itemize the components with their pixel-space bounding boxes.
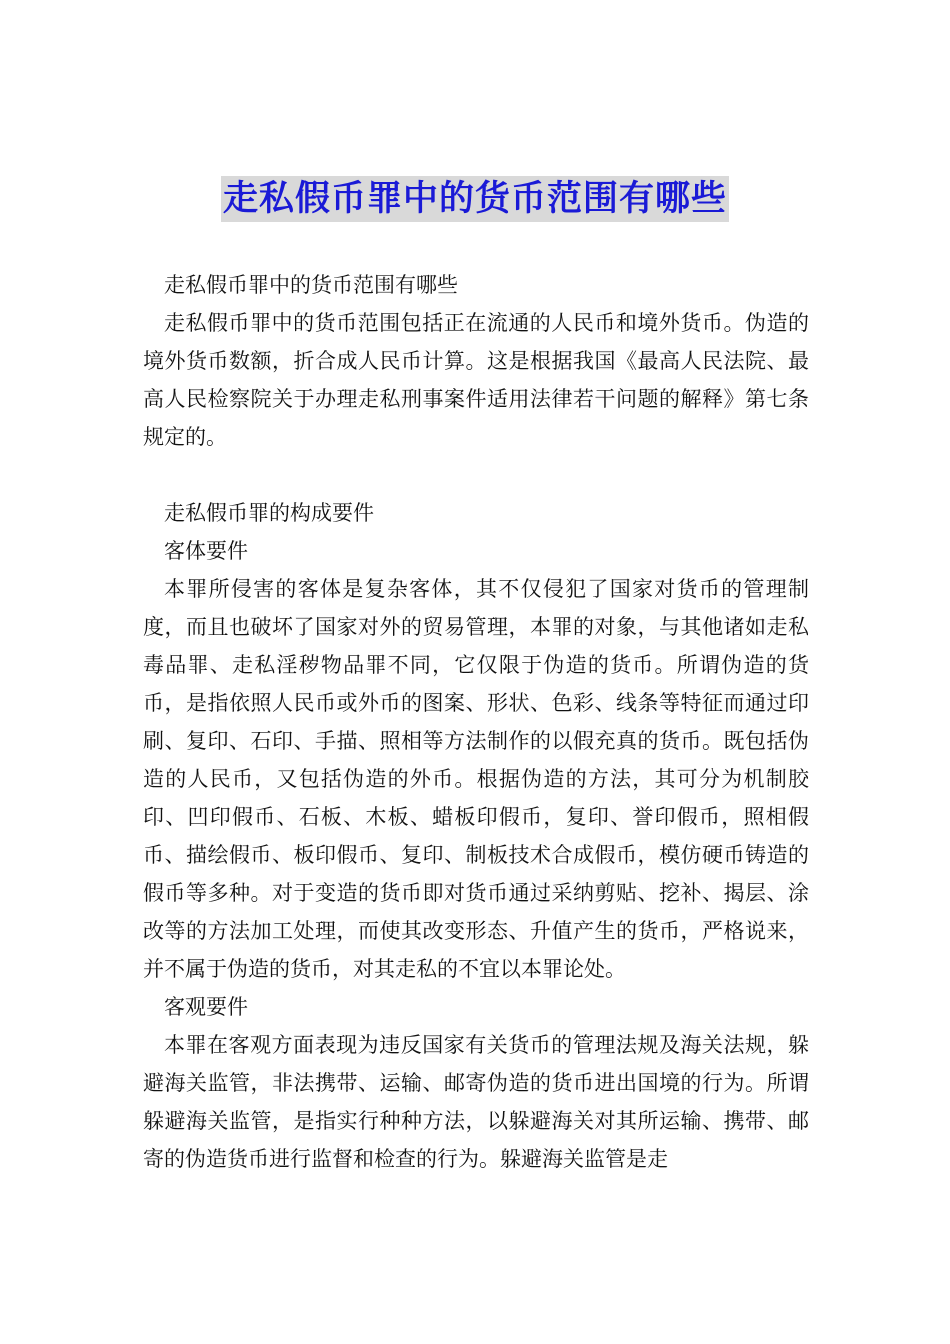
- document-body: [143, 266, 809, 1178]
- objective-paragraph: 本罪在客观方面表现为违反国家有关货币的管理法规及海关法规，躲避海关监管，非法携带、运输、邮寄伪造的货币进出国境的行为。所谓躲避海关监管，是指实行种种方法，以躲避海关对其所运输、携带、邮寄的伪造货币进行监督和检查的行为。躲避海关监管是走: [143, 1033, 809, 1171]
- object-heading: 客体要件: [164, 539, 248, 563]
- elements-heading: 走私假币罪的构成要件: [164, 501, 374, 525]
- paragraph-spacer: [143, 456, 809, 494]
- title-container: [0, 176, 950, 222]
- intro-paragraph: 走私假币罪中的货币范围包括正在流通的人民币和境外货币。伪造的境外货币数额，折合成人民币计算。这是根据我国《最高人民法院、最高人民检察院关于办理走私刑事案件适用法律若干问题的解释》第七条规定的。: [143, 311, 809, 449]
- object-paragraph: 本罪所侵害的客体是复杂客体，其不仅侵犯了国家对货币的管理制度，而且也破坏了国家对外的贸易管理，本罪的对象，与其他诸如走私毒品罪、走私淫秽物品罪不同，它仅限于伪造的货币。所谓伪造的货币，是指依照人民币或外币的图案、形状、色彩、线条等特征而通过印刷、复印、石印、手描、照相等方法制作的以假充真的货币。既包括伪造的人民币，又包括伪造的外币。根据伪造的方法，其可分为机制胶印、凹印假币、石板、木板、蜡板印假币，复印、誉印假币，照相假币、描绘假币、板印假币、复印、制板技术合成假币，模仿硬币铸造的假币等多种。对于变造的货币即对货币通过采纳剪贴、挖补、揭层、涂改等的方法加工处理，而使其改变形态、升值产生的货币，严格说来，并不属于伪造的货币，对其走私的不宜以本罪论处。: [143, 577, 809, 981]
- objective-heading: 客观要件: [164, 995, 248, 1019]
- document-title: 走私假币罪中的货币范围有哪些: [221, 176, 729, 222]
- intro-heading: 走私假币罪中的货币范围有哪些: [164, 273, 458, 297]
